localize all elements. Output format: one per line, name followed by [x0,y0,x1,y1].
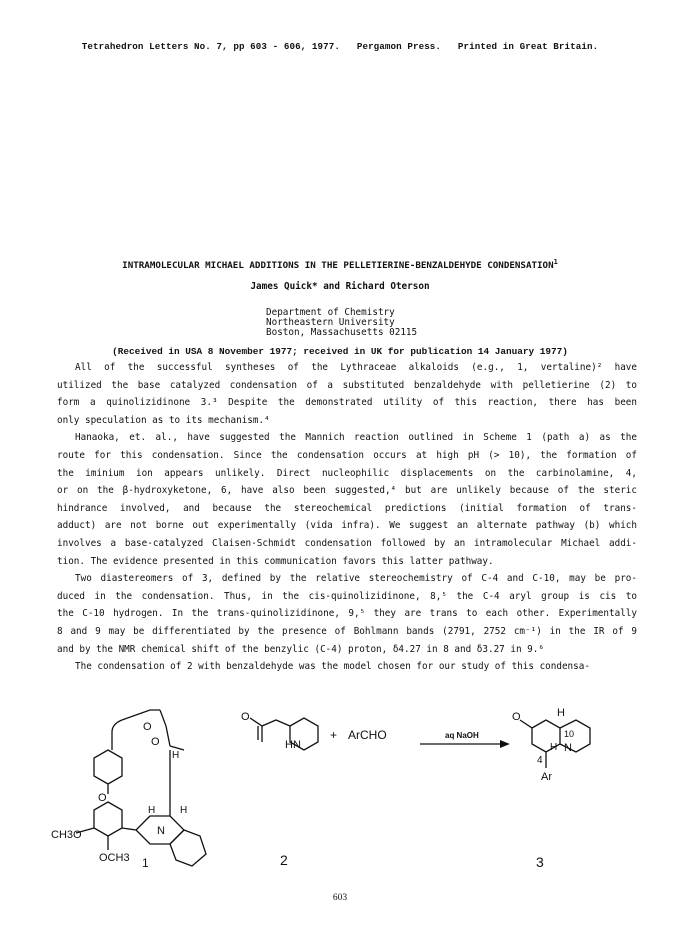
compound-2-label: 2 [280,852,288,868]
reaction-conditions: aq NaOH [445,731,479,740]
title-footnote-mark: 1 [553,258,558,266]
benzaldehyde-reagent: ArCHO [348,728,387,742]
author-list: James Quick* and Richard Oterson [250,281,430,292]
nitrogen-label: N [157,825,165,837]
structure-1-drawing [76,710,206,866]
structure-2-drawing [250,718,318,750]
body-text [57,359,637,676]
body-line: duced in the condensation. Thus, in the cis-quinolizidinone, 8,⁵ the C-4 aryl group is cis to [57,590,637,602]
body-line: adduct) are not borne out experimentally (vida infra). We suggest an alternate pathway (b) which [57,520,637,532]
body-line: The condensation of 2 with benzaldehyde was the model chosen for our study of this condensa- [75,661,590,673]
article-title [0,258,680,271]
methoxy-left-label: CH3O [51,829,82,841]
compound-3-label: 3 [536,854,544,870]
body-line: and by the NMR chemical shift of the benzylic (C-4) proton, δ4.27 in 8 and δ3.27 in 9.⁶ [57,643,544,655]
ether-oxygen-label: O [98,792,107,804]
body-line: route for this condensation. Since the condensation occurs at high pH (> 10), the formation of [57,449,637,461]
position-4-label: 4 [537,755,543,766]
page-number: 603 [332,893,348,903]
affiliation-line: Boston, Massachusetts 02115 [266,327,418,338]
body-line: Hanaoka, et. al., have suggested the Mannich reaction outlined in Scheme 1 (path a) as the [75,432,637,444]
body-line: form a quinolizidinone 3.³ Despite the demonstrated utility of this reaction, there has been [57,397,637,409]
reaction-arrow-head [500,740,510,748]
received-dates: (Received in USA 8 November 1977; received in UK for publication 14 January 1977) [112,346,568,357]
reaction-scheme-figure [0,690,680,890]
plus-sign: + [330,728,338,742]
body-line: tion. The evidence presented in this communication favors this latter pathway. [57,555,494,567]
title-text: INTRAMOLECULAR MICHAEL ADDITIONS IN THE PELLETIERINE-BENZALDEHYDE CONDENSATION [122,260,554,272]
body-line: or on the β-hydroxyketone, 6, have also been suggested,⁴ but are unlikely because of the steric [57,485,637,497]
ketone-oxygen-label: O [512,711,521,723]
body-line: All of the successful syntheses of the Lythraceae alkaloids (e.g., 1, vertaline)² have [75,362,637,373]
journal-header: Tetrahedron Letters No. 7, pp 603 - 606, 1977. Pergamon Press. Printed in Great Britain. [81,41,599,52]
ester-oxygen-label: O [151,736,160,748]
body-line: the iminium ion appears unlikely. Direct nucleophilic displacements on the carbinolamine, 4, [57,467,637,479]
hydrogen-label: H [557,707,565,719]
body-line: hindrance involved, and because the stereochemical predictions (initial formation of trans- [57,502,637,514]
methoxy-bottom-label: OCH3 [99,852,130,864]
aryl-label: Ar [541,771,552,783]
body-line: utilized the base catalyzed condensation of a substituted benzaldehyde with pelletierine (2) to [57,379,637,391]
ketone-oxygen-label: O [241,711,250,723]
body-line: only speculation as to its mechanism.⁴ [57,414,270,426]
compound-1-label: 1 [142,856,149,870]
body-line: involves a base-catalyzed Claisen-Schmidt condensation followed by an intramolecular Michael addi- [57,537,637,549]
hydrogen-label: H [148,805,156,816]
amine-nh-label: HN [285,739,301,751]
body-line: 8 and 9 may be differentiated by the presence of Bohlmann bands (2791, 2752 cm⁻¹) in the IR of 9 [57,625,637,637]
body-line: Two diastereomers of 3, defined by the relative stereochemistry of C-4 and C-10, may be pro- [75,573,637,585]
hydrogen-label: H [180,805,188,816]
hydrogen-label: H [172,750,180,761]
position-10-label: 10 [564,729,575,739]
hydrogen-label: H [550,742,558,753]
body-line: the C-10 hydrogen. In the trans-quinolizidinone, 9,⁵ they are trans to each other. Experimentally [57,608,637,620]
nitrogen-label: N [564,742,572,754]
affiliation-block [266,308,417,338]
ester-oxygen-label: O [143,721,152,733]
affiliation-line: Northeastern University [266,317,395,328]
affiliation-line: Department of Chemistry [266,307,395,318]
